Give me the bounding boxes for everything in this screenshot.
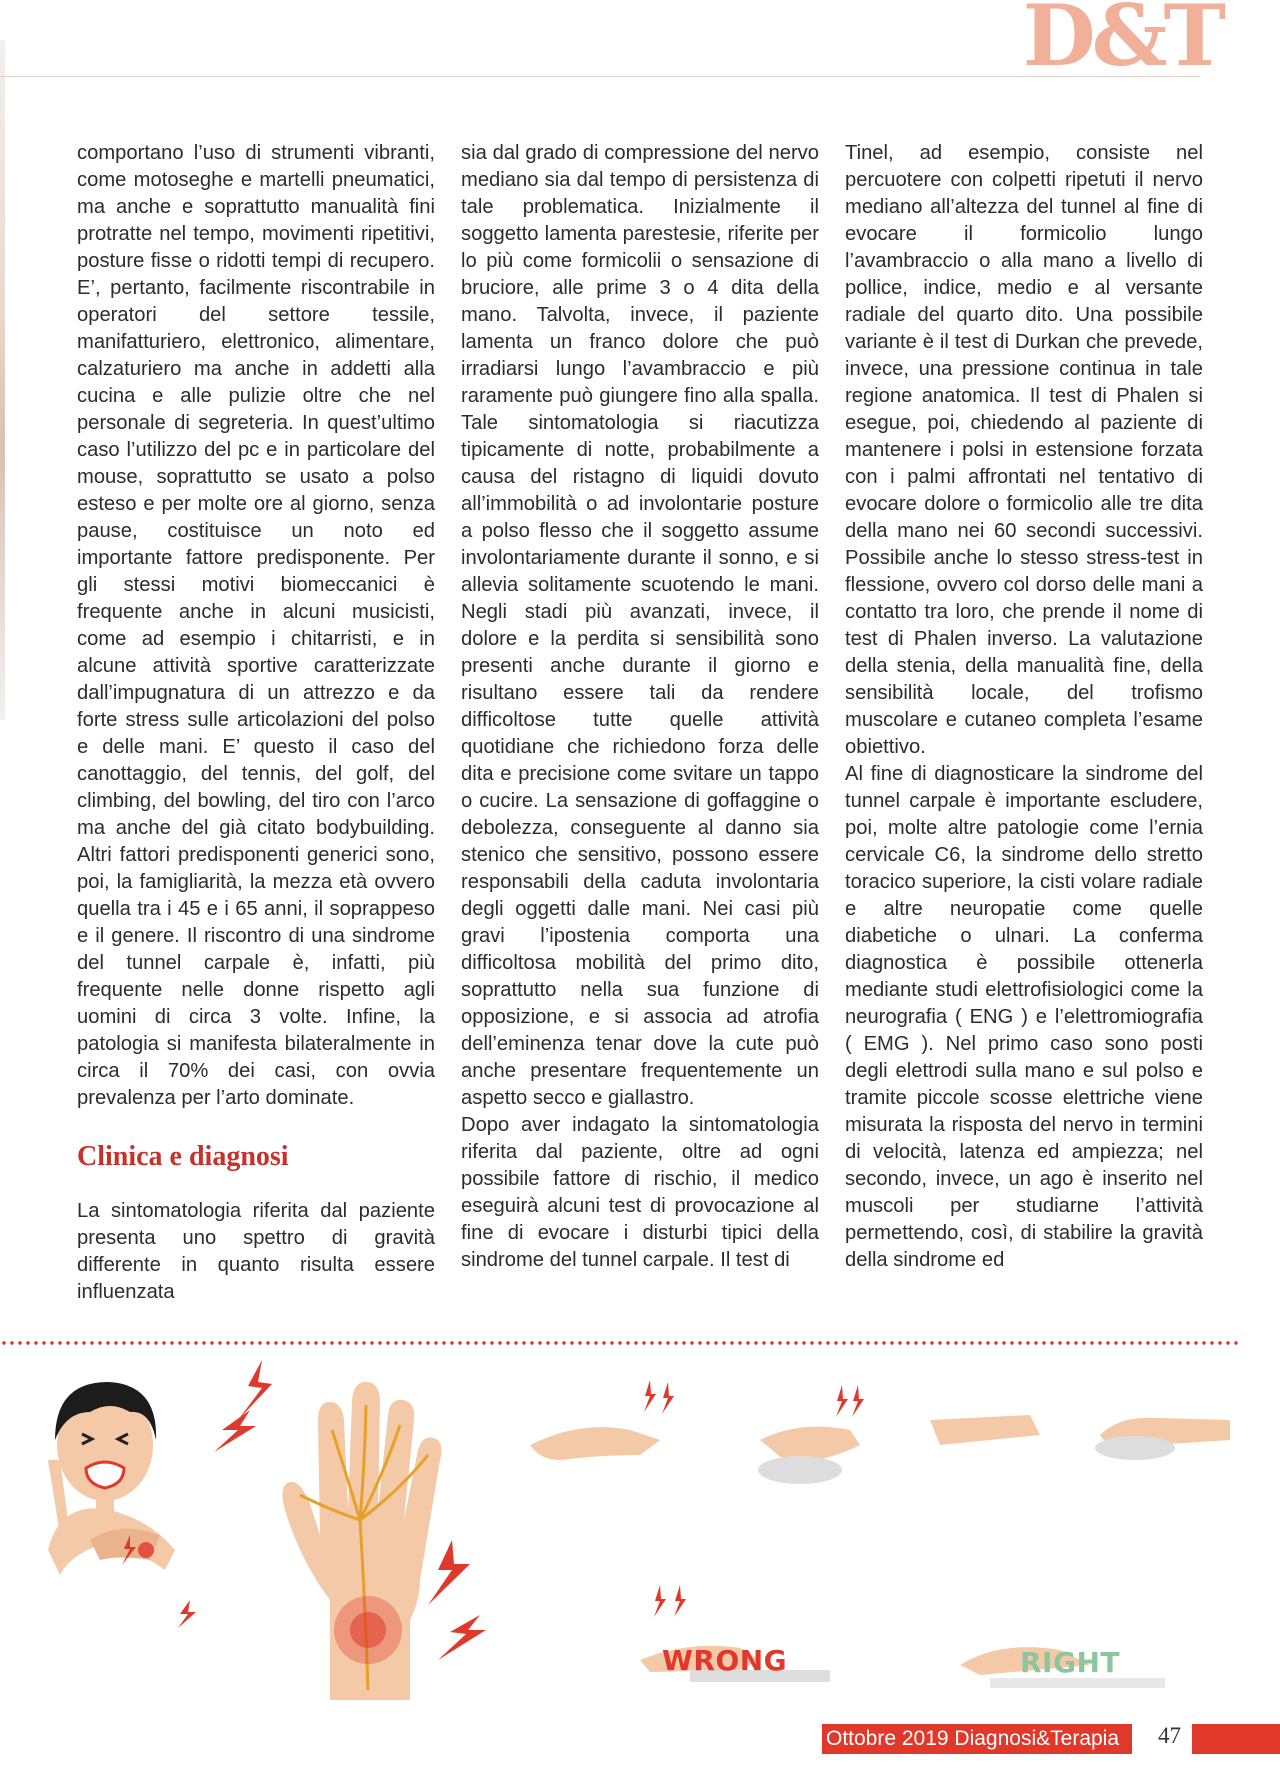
column-2-paragraph-2: Dopo aver indagato la sintomatologia riferita dal paziente, oltre ad ogni possibile fattore di rischio, il medico eseguirà alcuni test di provocazione al fine di evocare i disturbi tipici della sindrome del tunnel carpale. Il test di <box>461 1114 819 1271</box>
footer-right-bar <box>1192 1724 1280 1754</box>
page-edge-strip <box>0 40 5 720</box>
text-column-1 <box>77 140 435 1306</box>
hand-with-median-nerve-icon <box>282 1382 441 1700</box>
page-number: 47 <box>1158 1723 1181 1748</box>
column-1-paragraph-1: comportano l’uso di strumenti vibranti, come motoseghe e martelli pneumatici, ma anche e soprattutto manualità fini protratte nel tempo, movimenti ripetitivi, posture fisse o ridotti tempi di recupero. E’, pertanto, facilmente riscontrabile in operatori del settore tessile, manifatturiero, elettronico, alimentare, calzaturiero ma anche in addetti alla cucina e alle pulizie oltre che nel personale di segreteria. In quest’ultimo caso l’utilizzo del pc e in particolare del mouse, soprattutto se usato a polso esteso e per molte ore al giorno, senza pause, costituisce un noto ed importante fattore predisponente. Per gli stessi motivi biomeccanici è frequente anche in alcuni musicisti, come ad esempio i chitarristi, e in alcune attività sportive caratterizzate dall’impugnatura di un attrezzo e da forte stress sulle articolazioni del polso e delle mani. E’ questo il caso del canottaggio, del tennis, del golf, del climbing, del bowling, del tiro con l’arco ma anche del già citato bodybuilding. Altri fattori predisponenti generici sono, poi, la famigliarità, la mezza età ovvero quella tra i 45 e i 65 anni, il soprappeso e il genere. Il riscontro di una sindrome del tunnel carpale è, infatti, più frequente nelle donne rispetto agli uomini di circa 3 volte. Infine, la patologia si manifesta bilateralmente in circa il 70% dei casi, con ovvia prevalenza per l’arto dominate. <box>77 142 435 1109</box>
column-3-paragraph-2: Al fine di diagnosticare la sindrome del tunnel carpale è importante escludere, poi, molte altre patologie come l’ernia cervicale C6, la sindrome dello stretto toracico superiore, la cisti volare radiale e altre neuropatie come quelle diabetiche o ulnari. La conferma diagnostica è possibile ottenerla mediante studi elettrofisiologici come la neurografia ( ENG ) e l’elettromiografia ( EMG ). Nel primo caso sono posti degli elettrodi sulla mano e sul polso e tramite piccole scosse elettriche viene misurata la risposta del nervo in termini di velocità, latenza ed ampiezza; nel secondo, invece, un ago è inserito nel muscoli per studiarne l’attività permettendo, così, di stabilire la gravità della sindrome ed <box>845 763 1203 1271</box>
wrong-label: WRONG <box>662 1644 788 1677</box>
header-rule <box>0 76 1200 77</box>
logo-text: D&T <box>1022 0 1222 85</box>
column-2-paragraph-1: sia dal grado di compressione del nervo mediano sia dal tempo di persistenza di tale problematica. Inizialmente il soggetto lamenta parestesie, riferite per lo più come formicolii o sensazione di bruciore, alle prime 3 o 4 dita della mano. Talvolta, invece, il paziente lamenta un franco dolore che può irradiarsi lungo l’avambraccio e più raramente può giungere fino alla spalla. Tale sintomatologia si riacutizza tipicamente di notte, probabilmente a causa del ristagno di liquidi dovuto all’immobilità o ad involontarie posture a polso flesso che il soggetto assume involontariamente durante il sonno, e si allevia solitamente scuotendo le mani. Negli stadi più avanzati, invece, il dolore e la perdita si sensibilità sono presenti anche durante il giorno e risultano essere tali da rendere difficoltose tutte quelle attività quotidiane che richiedono forza delle dita e precisione come svitare un tappo o cucire. La sensazione di goffaggine o debolezza, conseguente al danno sia stenico che sensitivo, possono essere responsabili della caduta involontaria degli oggetti dalle mani. Nei casi più gravi l’ipostenia comporta una difficoltosa mobilità del primo dito, soprattutto nella sua funzione di opposizione, e si associa ad atrofia dell’eminenza tenar dove la cute può anche presentare frequentemente un aspetto secco e giallastro. <box>461 142 819 1109</box>
column-1-paragraph-2: La sintomatologia riferita dal paziente presenta uno spettro di gravità differente in quanto risulta essere influenzata <box>77 1200 435 1303</box>
small-pain-bolt-icons <box>644 1380 864 1617</box>
wrong-mouse-posture-icon <box>530 1415 1230 1688</box>
dotted-separator <box>0 1340 1240 1346</box>
section-heading-clinica: Clinica e diagnosi <box>77 1141 289 1172</box>
face-in-pain-icon <box>55 1382 156 1516</box>
text-column-2 <box>461 140 819 1274</box>
text-column-3 <box>845 140 1203 1274</box>
column-3-paragraph-1: Tinel, ad esempio, consiste nel percuotere con colpetti ripetuti il nervo mediano all’altezza del tunnel al fine di evocare il formicolio lungo l’avambraccio o alla mano a livello di pollice, indice, medio e al versante radiale del quarto dito. Una possibile variante è il test di Durkan che prevede, invece, una pressione continua in tale regione anatomica. Il test di Phalen si esegue, poi, chiedendo al paziente di mantenere i polsi in estensione forzata con i palmi affrontati nel tentativo di evocare dolore o formicolio alle tre dita della mano nei 60 secondi successivi. Possibile anche lo stesso stress-test in flessione, ovvero col dorso delle mani a contatto tra loro, che prende il nome di test di Phalen inverso. La valutazione della stenia, della manualità fine, della sensibilità locale, del trofismo muscolare e cutaneo completa l’esame obiettivo. <box>845 142 1203 758</box>
journal-logo <box>1022 0 1222 85</box>
right-label: RIGHT <box>1020 1646 1120 1679</box>
footer-issue: Ottobre 2019 Diagnosi&Terapia <box>826 1727 1120 1750</box>
